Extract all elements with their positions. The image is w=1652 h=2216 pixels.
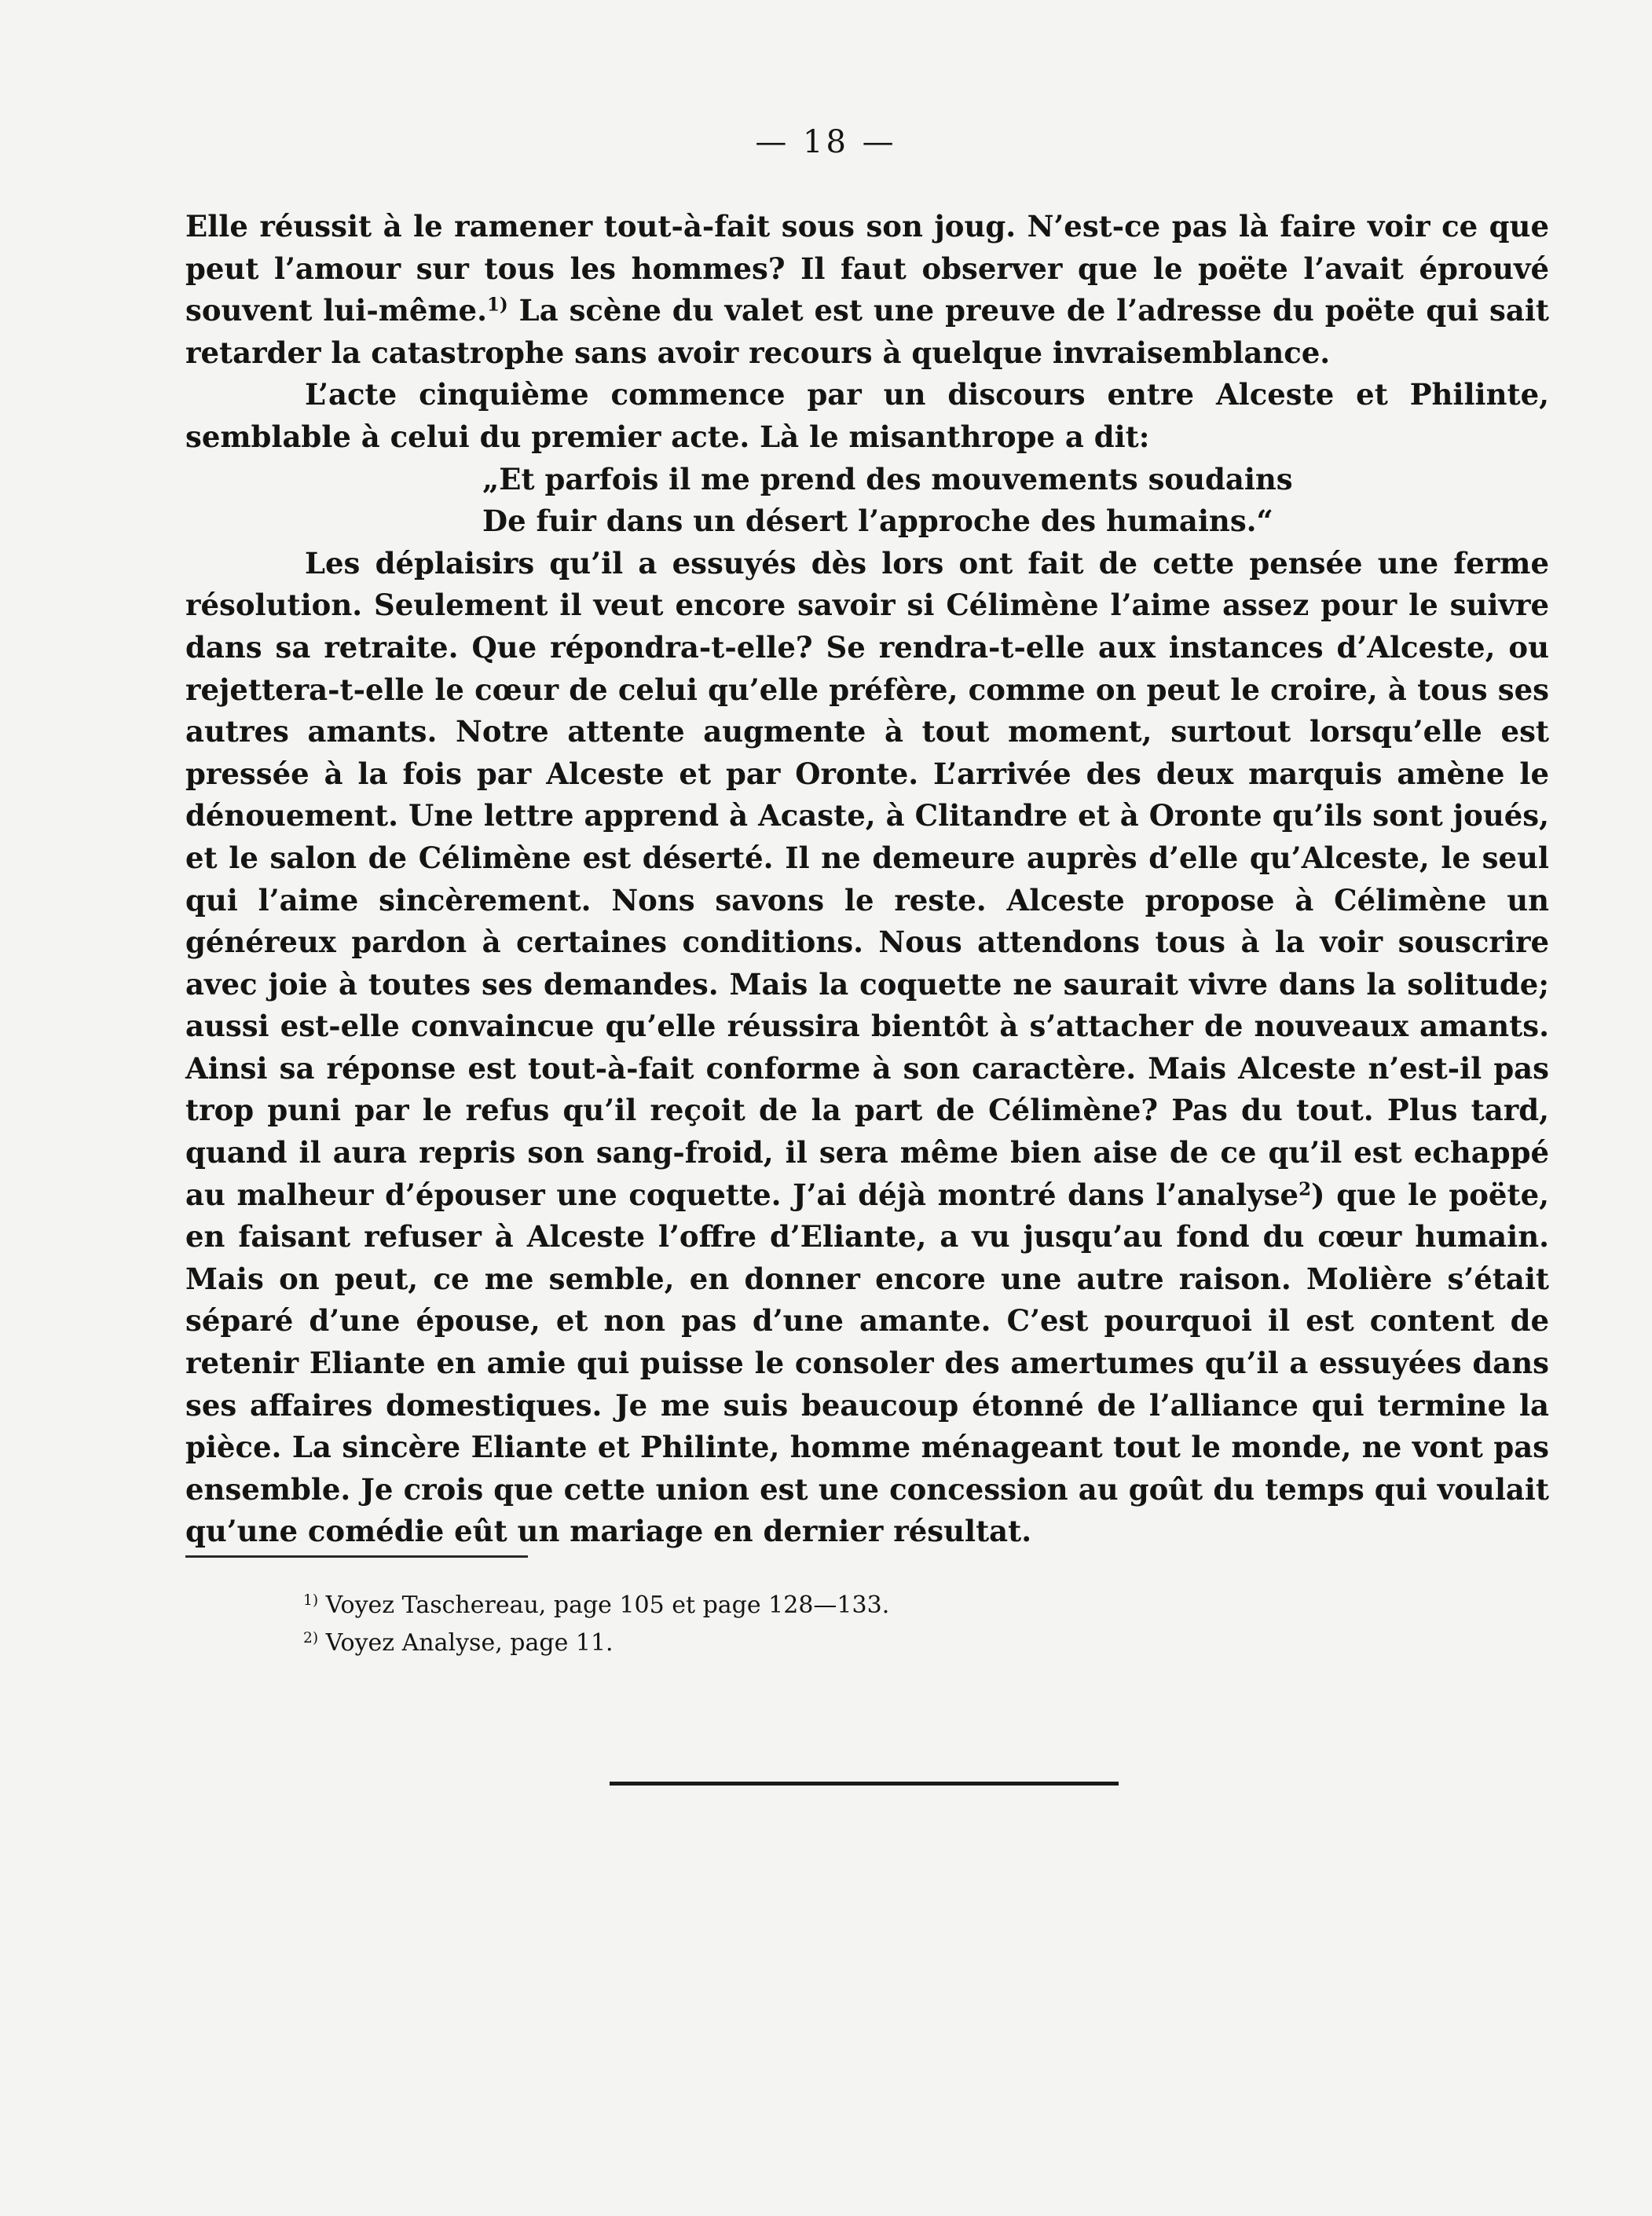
footnote-2 [303,1624,1482,1662]
footnote-2-marker: 2) [303,1629,319,1646]
footnote-ref-1: 1) [486,294,508,316]
quote-line-2: De fuir dans un désert l’approche des humains.“ [482,504,1273,539]
quote-line-1: „Et parfois il me prend des mouvements soudains [482,461,1293,496]
footnotes [303,1587,1482,1662]
page-number: — 18 — [755,124,897,160]
body-text [185,206,1549,1553]
paragraph-1-text: Elle réussit à le ramener tout-à-fait sous son joug. N’est-ce pas là faire voir ce que peut l’amour sur tous les hommes? Il faut observer que le poëte l’avait éprouvé souvent lui-même. [185,209,1549,328]
end-rule [610,1782,1119,1786]
footnote-1-marker: 1) [303,1591,319,1609]
paragraph-2: L’acte cinquième commence par un discours entre Alceste et Philinte, semblable à celui du premier acte. Là le misanthrope a dit: [185,377,1549,454]
paragraph-1-continuation: La scène du valet est une preuve de l’adresse du poëte qui sait retarder la catastrophe sans avoir recours à quelque invraisemblance. [185,293,1549,370]
footnote-2-text: Voyez Analyse, page 11. [318,1629,614,1657]
footnote-separator [185,1555,528,1558]
paragraph-3-text: Les déplaisirs qu’il a essuyés dès lors ont fait de cette pensée une ferme résolution. Seulement il veut encore savoir si Célimène l’aime assez pour le suivre dans sa retraite. Que répondra-t-elle? Se rendra-t-elle aux instances d’Alceste, ou rejettera-t-elle le cœur de celui qu’elle préfère, comme on peut le croire, à tous ses autres amants. Notre attente augmente à tout moment, surtout lorsqu’elle est pressée à la fois par Alceste et par Oronte. L’arrivée des deux marquis amène le dénouement. Une lettre apprend à Acaste, à Clitandre et à Oronte qu’ils sont joués, et le salon de Célimène est déserté. Il ne demeure auprès d’elle qu’Alceste, le seul qui l’aime sincèrement. Nons savons le reste. Alceste propose à Célimène un généreux pardon à certaines conditions. Nous attendons tous à la voir souscrire avec joie à toutes ses demandes. Mais la coquette ne saurait vivre dans la solitude; aussi est-elle convaincue qu’elle réussira bientôt à s’attacher de nouveaux amants. Ainsi sa réponse est tout-à-fait conforme à son caractère. Mais Alceste n’est-il pas trop puni par le refus qu’il reçoit de la part de Célimène? Pas du tout. Plus tard, quand il aura repris son sang-froid, il sera même bien aise de ce qu’il est echappé au malheur d’épouser une coquette. J’ai déjà montré dans l’analyse [185,545,1549,1212]
footnote-1-text: Voyez Taschereau, page 105 et page 128—133. [318,1591,890,1619]
paragraph-1 [185,206,1549,374]
paragraph-3-continuation: ) que le poëte, en faisant refuser à Alceste l’offre d’Eliante, a vu jusqu’au fond du cœur humain. Mais on peut, ce me semble, en donner encore une autre raison. Molière s’était séparé d’une épouse, et non pas d’une amante. C’est pourquoi il est content de retenir Eliante en amie qui puisse le consoler des amertumes qu’il a essuyées dans ses affaires domestiques. Je me suis beaucoup étonné de l’alliance qui termine la pièce. La sincère Eliante et Philinte, homme ménageant tout le monde, ne vont pas ensemble. Je crois que cette union est une concession au goût du temps qui voulait qu’une comédie eût un mariage en dernier résultat. [185,1177,1549,1549]
footnote-ref-2: 2 [1299,1178,1312,1200]
footnote-1 [303,1587,1482,1624]
paragraph-3 [185,543,1549,1553]
